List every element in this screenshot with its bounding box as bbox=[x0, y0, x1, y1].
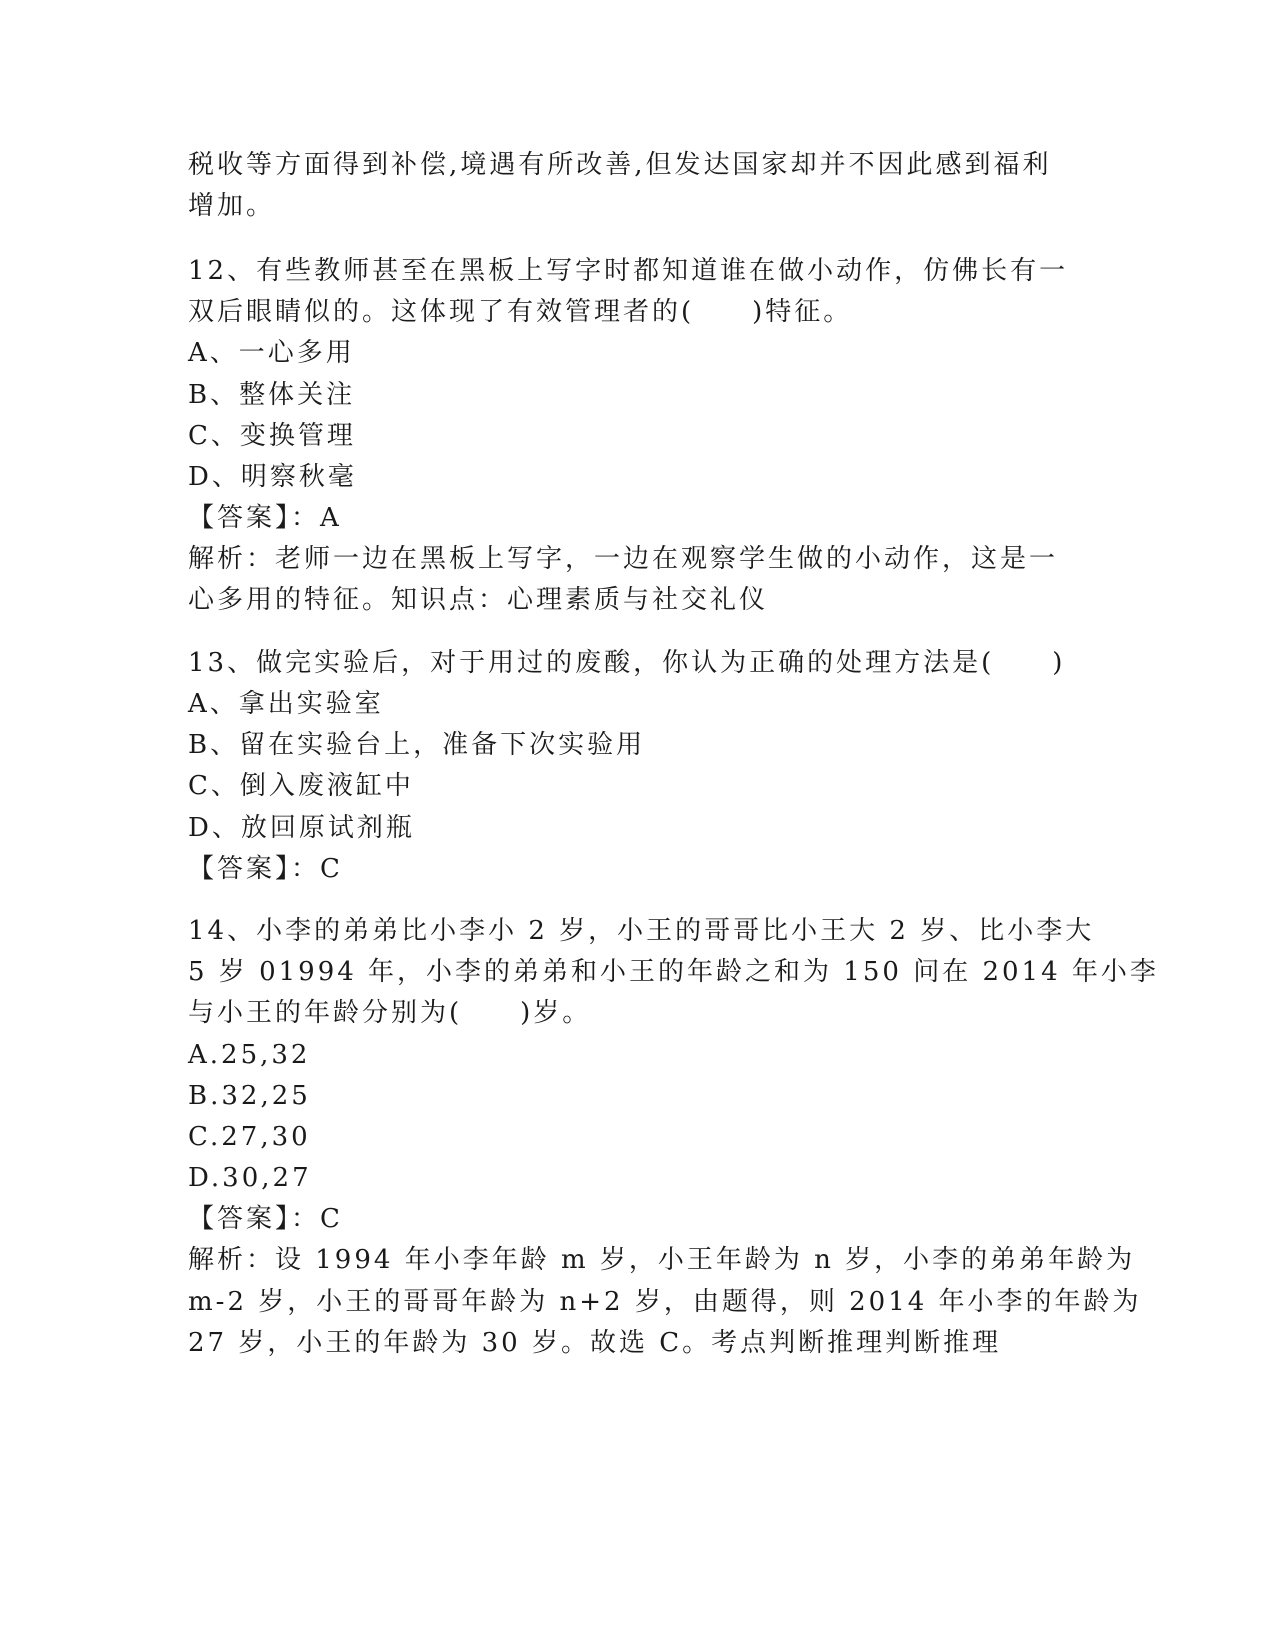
answer: 【答案】：C bbox=[188, 854, 343, 884]
option-c: C、变换管理 bbox=[188, 421, 356, 451]
question-stem: 14、小李的弟弟比小李小 2 岁，小王的哥哥比小王大 2 岁、比小李大 bbox=[188, 916, 1095, 946]
option-b: B、整体关注 bbox=[188, 380, 356, 410]
option-a: A、一心多用 bbox=[188, 338, 355, 368]
question-stem: 与小王的年龄分别为( )岁。 bbox=[188, 998, 592, 1028]
analysis: 心多用的特征。知识点：心理素质与社交礼仪 bbox=[188, 585, 769, 615]
option-d: D、放回原试剂瓶 bbox=[188, 813, 415, 843]
option-a: A、拿出实验室 bbox=[188, 689, 384, 719]
option-d: D、明察秋毫 bbox=[188, 462, 357, 492]
option-d: D.30,27 bbox=[188, 1163, 312, 1193]
continuation-line: 增加。 bbox=[188, 191, 276, 221]
question-stem: 5 岁 01994 年，小李的弟弟和小王的年龄之和为 150 问在 2014 年小李 bbox=[188, 957, 1159, 987]
question-stem: 13、做完实验后，对于用过的废酸，你认为正确的处理方法是( ) bbox=[188, 648, 1066, 678]
option-b: B.32,25 bbox=[188, 1081, 311, 1111]
answer: 【答案】：C bbox=[188, 1204, 343, 1234]
analysis: 27 岁，小王的年龄为 30 岁。故选 C。考点判断推理判断推理 bbox=[188, 1328, 1002, 1358]
question-stem: 12、有些教师甚至在黑板上写字时都知道谁在做小动作，仿佛长有一 bbox=[188, 256, 1069, 286]
analysis: m-2 岁，小王的哥哥年龄为 n+2 岁，由题得，则 2014 年小李的年龄为 bbox=[188, 1287, 1142, 1317]
option-a: A.25,32 bbox=[188, 1040, 311, 1070]
option-b: B、留在实验台上，准备下次实验用 bbox=[188, 730, 646, 760]
continuation-line: 税收等方面得到补偿,境遇有所改善,但发达国家却并不因此感到福利 bbox=[188, 150, 1052, 180]
answer: 【答案】：A bbox=[188, 503, 342, 533]
question-stem: 双后眼睛似的。这体现了有效管理者的( )特征。 bbox=[188, 297, 853, 327]
option-c: C、倒入废液缸中 bbox=[188, 771, 414, 801]
analysis: 解析：老师一边在黑板上写字，一边在观察学生做的小动作，这是一 bbox=[188, 544, 1059, 574]
option-c: C.27,30 bbox=[188, 1122, 311, 1152]
analysis: 解析：设 1994 年小李年龄 m 岁，小王年龄为 n 岁，小李的弟弟年龄为 bbox=[188, 1245, 1136, 1275]
